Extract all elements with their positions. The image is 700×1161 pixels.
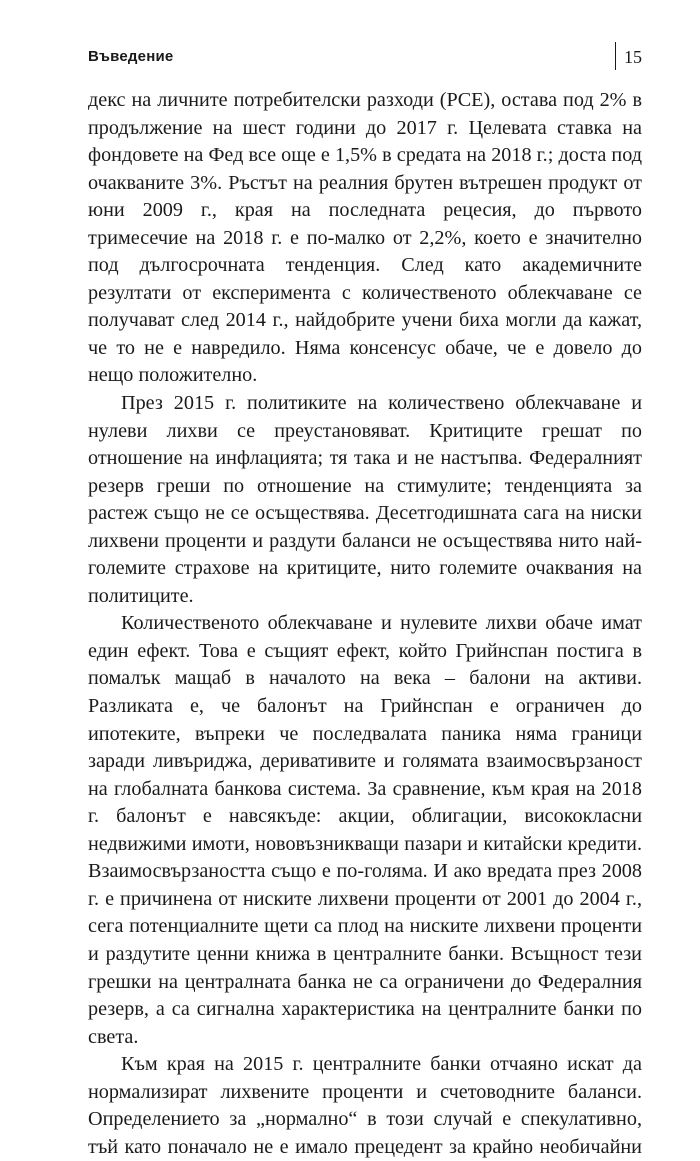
running-title: Въведение bbox=[88, 48, 174, 65]
paragraph-4: Към края на 2015 г. централните банки отчаяно искат да нормализират лихвените проценти и счетоводните баланси. Определението за „нормално“ в този случай е спекулативно, тъй като поначало не е имало прецедент за крайно необичайни bbox=[88, 1053, 642, 1158]
page-number: 15 bbox=[624, 47, 642, 67]
header-divider bbox=[615, 42, 616, 70]
paragraph-1: декс на личните потребителски разходи (PCE), остава под 2% в продължение на шест години до 2017 г. Целевата ставка на фондовете на Фед все още е 1,5% в средата на 2018 г.; доста под очакваните 3%. Ръстът на реалния брутен вътрешен продукт от юни 2009 г., края на последната рецесия, до първото тримесечие на 2018 г. е по-малко от 2,2%, което е значително под дългосрочната тенденция. След като академичните резултати от експеримента с количественото облекчаване се получават след 2014 г., найдобрите учени биха могли да кажат, че то не е навредило. Няма консенсус обаче, че е довело до нещо положително. bbox=[88, 89, 642, 387]
paragraph-3: Количественото облекчаване и нулевите лихви обаче имат един ефект. Това е същият ефект, който Грийнспан постига в помалък мащаб в началото на века – балони на активи. Разликата е, че балонът на Грийнспан е ограничен до ипотеките, въпреки че последвалата паника няма граници заради ливъриджа, деривативите и голямата взаимосвързаност на глобалната банкова система. За сравнение, към края на 2018 г. балонът е навсякъде: акции, облигации, висококласни недвижими имоти, нововъзникващи пазари и китайски кредити. Взаимосвързаността също е по-голяма. И ако вредата през 2008 г. е причинена от ниските лихвени проценти от 2001 до 2004 г., сега потенциалните щети са плод на ниските лихвени проценти и раздутите ценни книжа в централните банки. Всъщност тези грешки на централната банка не са ограничени до Федералния резерв, а са сигнална характеристика на централните банки по света. bbox=[88, 612, 642, 1048]
paragraph-2: През 2015 г. политиките на количествено облекчаване и нулеви лихви се преустановяват. Критиците грешат по отношение на инфлацията; тя така и не настъпва. Федералният резерв греши по отношение на стимулите; тенденцията за растеж също не се осъществява. Десетгодишната сага на ниски лихвени проценти и раздути баланси не осъществява нито най-големите страхове на критиците, нито големите очаквания на политиците. bbox=[88, 392, 642, 607]
page-header bbox=[88, 44, 642, 74]
body-text bbox=[88, 87, 642, 1161]
